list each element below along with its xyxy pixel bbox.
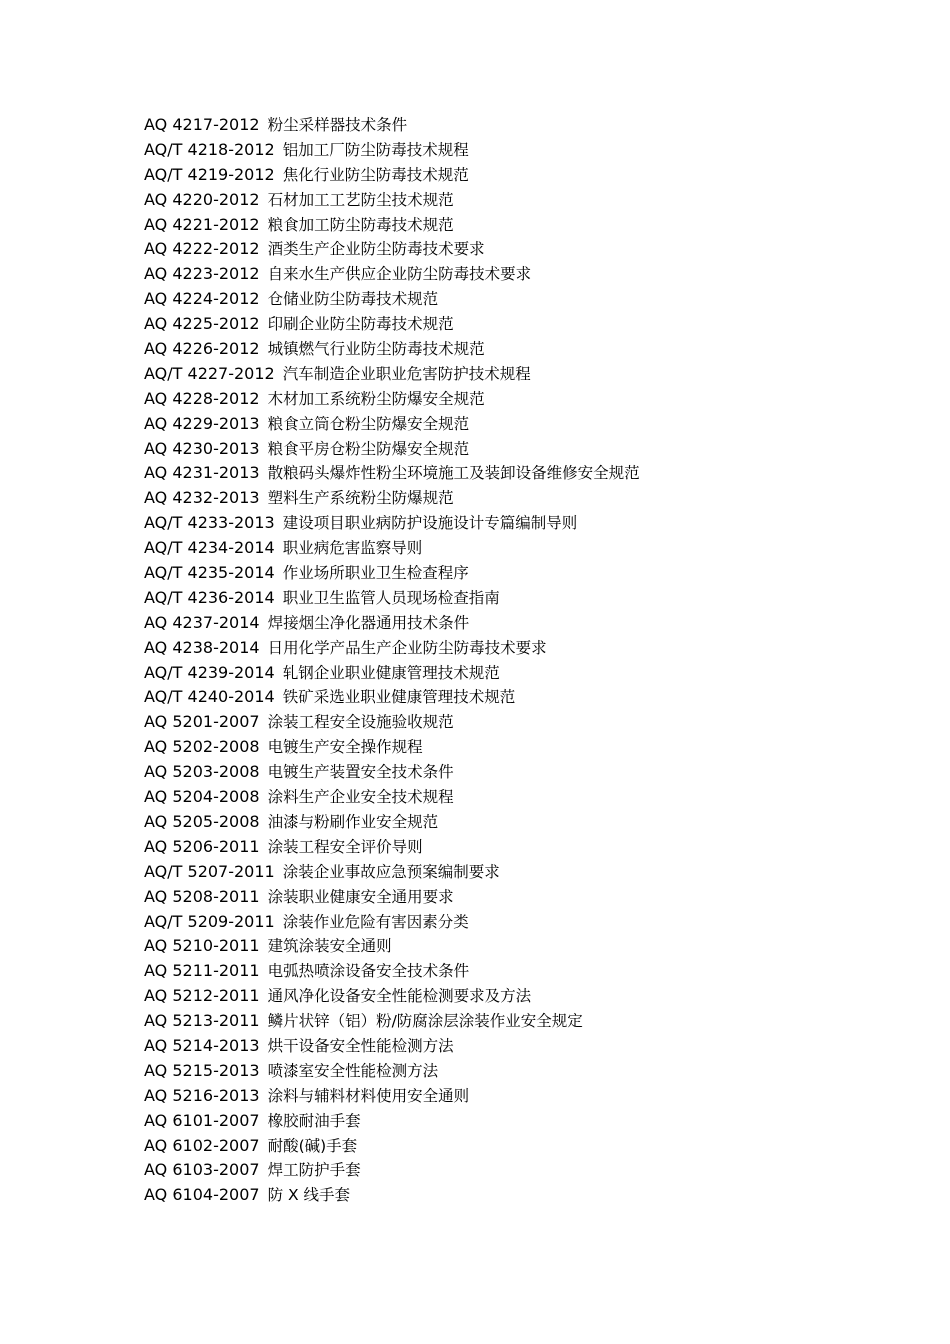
standard-title: 日用化学产品生产企业防尘防毒技术要求 (267, 638, 547, 657)
standard-title: 焦化行业防尘防毒技术规范 (282, 165, 469, 184)
standard-title: 橡胶耐油手套 (267, 1111, 361, 1130)
standard-row (144, 163, 640, 188)
standard-row (144, 113, 640, 138)
standard-title: 职业卫生监管人员现场检查指南 (282, 588, 500, 607)
standard-row (144, 636, 640, 661)
standard-code: AQ 5216-2013 (144, 1085, 260, 1105)
standard-row (144, 1059, 640, 1084)
standard-code: AQ 6101-2007 (144, 1110, 260, 1130)
standard-code: AQ 4238-2014 (144, 637, 260, 657)
standard-title: 职业病危害监察导则 (282, 539, 423, 558)
standard-row (144, 760, 640, 785)
standard-row (144, 237, 640, 262)
standard-row (144, 1084, 640, 1109)
standard-code: AQ/T 5209-2011 (144, 911, 275, 931)
standard-title: 粮食加工防尘防毒技术规范 (267, 215, 454, 234)
standard-title: 防 X 线手套 (267, 1186, 351, 1205)
standard-row (144, 586, 640, 611)
standard-code: AQ 6104-2007 (144, 1185, 260, 1205)
standard-code: AQ/T 4227-2012 (144, 363, 275, 383)
standard-code: AQ 4230-2013 (144, 438, 260, 458)
standard-row (144, 362, 640, 387)
standard-title: 轧钢企业职业健康管理技术规范 (282, 663, 500, 682)
standard-row (144, 1134, 640, 1159)
standard-row (144, 1183, 640, 1208)
standard-title: 仓储业防尘防毒技术规范 (267, 290, 439, 309)
standard-title: 粉尘采样器技术条件 (267, 116, 408, 134)
standard-row (144, 611, 640, 636)
standard-row (144, 1009, 640, 1034)
standard-code: AQ 6102-2007 (144, 1135, 260, 1155)
standard-row (144, 337, 640, 362)
standard-row (144, 885, 640, 910)
standard-row (144, 437, 640, 462)
standard-code: AQ 4232-2013 (144, 488, 260, 508)
standard-title: 铝加工厂防尘防毒技术规程 (282, 140, 469, 159)
standard-title: 电镀生产装置安全技术条件 (267, 763, 454, 782)
standard-code: AQ/T 4240-2014 (144, 687, 275, 707)
standard-row (144, 810, 640, 835)
standard-title: 喷漆室安全性能检测方法 (267, 1061, 439, 1080)
standard-code: AQ 5214-2013 (144, 1035, 260, 1055)
standard-title: 作业场所职业卫生检查程序 (282, 564, 469, 583)
standard-row (144, 710, 640, 735)
standard-row (144, 1158, 640, 1183)
standard-code: AQ 4222-2012 (144, 239, 260, 259)
standard-code: AQ 5208-2011 (144, 886, 260, 906)
standard-code: AQ 5212-2011 (144, 986, 260, 1006)
standard-title: 耐酸(碱)手套 (267, 1136, 358, 1155)
standard-row (144, 312, 640, 337)
standard-row (144, 1109, 640, 1134)
standard-row (144, 735, 640, 760)
standard-title: 酒类生产企业防尘防毒技术要求 (267, 240, 485, 259)
standard-row (144, 536, 640, 561)
standard-code: AQ 5211-2011 (144, 961, 260, 981)
standard-title: 涂装职业健康安全通用要求 (267, 887, 454, 906)
standard-code: AQ 5213-2011 (144, 1011, 260, 1031)
standard-title: 油漆与粉刷作业安全规范 (267, 812, 439, 831)
standard-row (144, 910, 640, 935)
standard-title: 汽车制造企业职业危害防护技术规程 (282, 364, 531, 383)
standard-row (144, 835, 640, 860)
standard-code: AQ/T 4218-2012 (144, 139, 275, 159)
standard-title: 塑料生产系统粉尘防爆规范 (267, 489, 454, 508)
standard-row (144, 1034, 640, 1059)
standard-code: AQ/T 4234-2014 (144, 538, 275, 558)
standard-title: 涂装作业危险有害因素分类 (282, 912, 469, 931)
standard-title: 焊接烟尘净化器通用技术条件 (267, 613, 470, 632)
standard-row (144, 387, 640, 412)
standard-code: AQ 4226-2012 (144, 339, 260, 359)
standard-row (144, 138, 640, 163)
standard-code: AQ 5210-2011 (144, 936, 260, 956)
standard-row (144, 959, 640, 984)
standard-title: 粮食立筒仓粉尘防爆安全规范 (267, 414, 470, 433)
standard-code: AQ 4229-2013 (144, 413, 260, 433)
standard-title: 涂装工程安全设施验收规范 (267, 713, 454, 732)
standard-row (144, 262, 640, 287)
standard-title: 涂装企业事故应急预案编制要求 (282, 862, 500, 881)
standard-code: AQ/T 5207-2011 (144, 861, 275, 881)
standard-row (144, 511, 640, 536)
standard-code: AQ 5203-2008 (144, 762, 260, 782)
standard-title: 木材加工系统粉尘防爆安全规范 (267, 389, 485, 408)
standard-row (144, 461, 640, 486)
standard-code: AQ/T 4239-2014 (144, 662, 275, 682)
standard-row (144, 860, 640, 885)
standard-title: 焊工防护手套 (267, 1161, 361, 1180)
standard-title: 自来水生产供应企业防尘防毒技术要求 (267, 265, 532, 284)
standard-code: AQ 4223-2012 (144, 264, 260, 284)
standard-title: 烘干设备安全性能检测方法 (267, 1036, 454, 1055)
standard-row (144, 287, 640, 312)
standard-code: AQ/T 4219-2012 (144, 164, 275, 184)
standard-row (144, 685, 640, 710)
standard-row (144, 785, 640, 810)
standard-code: AQ 6103-2007 (144, 1160, 260, 1180)
standard-title: 建设项目职业病防护设施设计专篇编制导则 (282, 514, 578, 533)
standard-title: 建筑涂装安全通则 (267, 937, 392, 956)
standard-code: AQ 5206-2011 (144, 836, 260, 856)
standard-row (144, 661, 640, 686)
standard-code: AQ 5215-2013 (144, 1060, 260, 1080)
standard-row (144, 934, 640, 959)
standard-title: 电镀生产安全操作规程 (267, 738, 423, 757)
standard-code: AQ 4237-2014 (144, 612, 260, 632)
standard-code: AQ 4217-2012 (144, 115, 260, 134)
standard-title: 城镇燃气行业防尘防毒技术规范 (267, 340, 485, 359)
standard-title: 通风净化设备安全性能检测要求及方法 (267, 987, 532, 1006)
standard-title: 石材加工工艺防尘技术规范 (267, 190, 454, 209)
standard-title: 涂料生产企业安全技术规程 (267, 788, 454, 807)
standard-row (144, 213, 640, 238)
standard-code: AQ 4220-2012 (144, 189, 260, 209)
standard-code: AQ/T 4236-2014 (144, 587, 275, 607)
standard-code: AQ 4228-2012 (144, 388, 260, 408)
standard-title: 印刷企业防尘防毒技术规范 (267, 315, 454, 334)
standard-code: AQ 4224-2012 (144, 289, 260, 309)
standard-code: AQ 5201-2007 (144, 712, 260, 732)
standards-list (144, 113, 640, 1208)
standard-title: 涂装工程安全评价导则 (267, 837, 423, 856)
standard-code: AQ 4231-2013 (144, 463, 260, 483)
standard-title: 涂料与辅料材料使用安全通则 (267, 1086, 470, 1105)
standard-title: 铁矿采选业职业健康管理技术规范 (282, 688, 516, 707)
standard-title: 散粮码头爆炸性粉尘环境施工及装卸设备维修安全规范 (267, 464, 640, 483)
standard-code: AQ 5202-2008 (144, 737, 260, 757)
standard-row (144, 412, 640, 437)
standard-code: AQ/T 4235-2014 (144, 563, 275, 583)
standard-title: 鳞片状锌（铝）粉/防腐涂层涂装作业安全规定 (267, 1012, 583, 1031)
standard-title: 电弧热喷涂设备安全技术条件 (267, 962, 470, 981)
standard-code: AQ 4221-2012 (144, 214, 260, 234)
standard-row (144, 486, 640, 511)
standard-code: AQ 5205-2008 (144, 811, 260, 831)
standard-code: AQ 4225-2012 (144, 314, 260, 334)
standard-code: AQ 5204-2008 (144, 787, 260, 807)
standard-row (144, 188, 640, 213)
standard-row (144, 984, 640, 1009)
standard-title: 粮食平房仓粉尘防爆安全规范 (267, 439, 470, 458)
standard-code: AQ/T 4233-2013 (144, 513, 275, 533)
standard-row (144, 561, 640, 586)
